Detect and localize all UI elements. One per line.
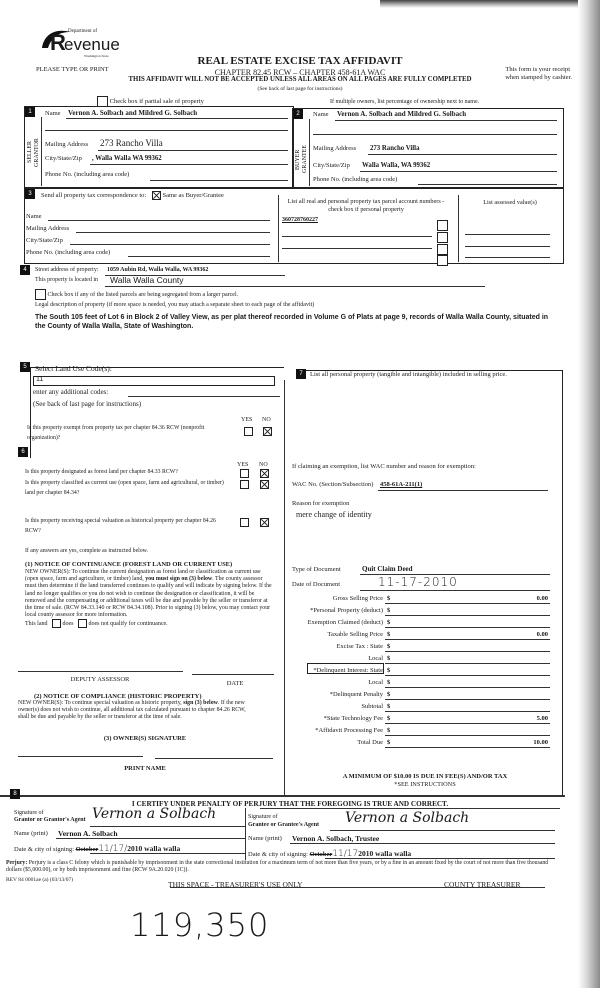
buyer-mailing-line (368, 154, 557, 155)
grantor-date-struck: October (75, 846, 99, 853)
form-number: REV 84 0001ae (a) (03/13/07) (6, 877, 74, 883)
logo-main-text: evenue (64, 35, 120, 54)
please-type-print: PLEASE TYPE OR PRINT (36, 66, 109, 73)
section-1-divider (41, 117, 42, 186)
historical-question: Is this property receiving special valuation as historical property per chapter 84.26 RCW? (25, 518, 216, 534)
buyer-phone-field[interactable] (418, 184, 557, 185)
fee-label: Total Due (357, 739, 383, 746)
acceptance-warning: THIS AFFIDAVIT WILL NOT BE ACCEPTED UNLESS ALL AREAS ON ALL PAGES ARE FULLY COMPLETED (128, 76, 472, 83)
fee-field-line (385, 711, 550, 712)
assessed-divider (458, 195, 459, 262)
grantor-label: GRANTOR (34, 138, 40, 167)
fee-field-line (385, 699, 550, 700)
assessed-value-2[interactable] (465, 246, 550, 247)
notice1-text-a: NEW OWNER(S): To continue the current designation as forest land or classification as current use (open space, farm and agriculture, or timber) land, (25, 569, 261, 583)
q-no-header: NO (259, 462, 268, 468)
logo-initial: R (50, 30, 66, 55)
located-in-line (105, 286, 485, 287)
fee-row (290, 713, 555, 725)
section-1-badge: 1 (25, 107, 35, 117)
additional-codes-label: enter any additional codes: (33, 388, 109, 396)
cert-underline (260, 808, 560, 809)
wac-label: WAC No. (Section/Subsection) (292, 481, 374, 488)
corr-mailing-label: Mailing Address (26, 225, 70, 232)
continuance-qualify-row (25, 619, 168, 628)
does-not-label: does not qualify for continuance. (88, 620, 168, 627)
section-4-badge: 4 (20, 265, 30, 275)
fee-row (290, 605, 555, 617)
legal-description-value[interactable]: The South 105 feet of Lot 6 in Block 2 of Valley View, as per plat thereof recorded in Volume G of Plats at page 9, records of Walla Walla County, situated in the County of Walla Walla, State of Washington. (35, 314, 549, 330)
corr-city-label: City/State/Zip (26, 237, 63, 244)
seller-mailing-label: Mailing Address (45, 141, 89, 148)
logo-top-text: Department of (68, 29, 98, 34)
document-date-label: Date of Document (292, 581, 341, 588)
parcel-divider (278, 195, 279, 262)
fee-value[interactable]: 5.00 (536, 715, 548, 722)
land-use-label: Select Land Use Code(s): (35, 364, 112, 373)
segregated-checkbox[interactable] (35, 289, 46, 300)
see-back-note: (See back of last page for instructions) (257, 86, 343, 92)
owner-signature-title: (3) OWNER(S) SIGNATURE (103, 735, 187, 742)
section-2-divider (309, 119, 310, 186)
does-label: does (62, 620, 74, 627)
county-treasurer-label: COUNTY TREASURER (444, 880, 521, 889)
fee-currency: $ (387, 715, 391, 722)
grantor-name-value[interactable]: Vernon A. Solbach (58, 829, 118, 838)
exempt-no-header: NO (262, 417, 271, 423)
fee-currency: $ (387, 679, 391, 686)
exempt-yes-header: YES (241, 417, 253, 423)
fee-field-line (385, 651, 550, 652)
send-correspondence-row (41, 191, 224, 200)
personal-property-checkbox-1[interactable] (437, 220, 448, 231)
located-in-value[interactable]: Walla Walla County (110, 275, 184, 285)
treasurer-use-label: THIS SPACE - TREASURER'S USE ONLY (168, 880, 303, 889)
fee-value[interactable]: 10.00 (533, 739, 548, 746)
fee-label: Local (368, 655, 383, 662)
section-6-badge: 6 (18, 447, 28, 457)
exempt-yes-checkbox[interactable] (244, 427, 253, 436)
buyer-city-line (360, 171, 557, 172)
street-address-value[interactable]: 1059 Aubin Rd, Walla Walla, WA 99362 (107, 267, 209, 273)
fee-currency: $ (387, 727, 391, 734)
personal-property-checkbox-4[interactable] (437, 255, 448, 266)
seller-mailing-line (98, 150, 288, 151)
receipt-note-2: when stamped by cashier. (505, 74, 572, 81)
corr-phone-label: Phone No. (including area code) (26, 249, 111, 256)
current-use-no-checkbox[interactable] (260, 480, 269, 489)
grantee-date-handwritten: 11/17 (332, 849, 359, 859)
corr-name-label: Name (26, 213, 42, 220)
grantee-signature[interactable]: Vernon a Solbach (345, 810, 470, 826)
exempt-no-checkbox[interactable] (263, 427, 272, 436)
fee-currency: $ (387, 619, 391, 626)
buyer-city-label: City/State/Zip (313, 162, 350, 169)
fee-field-line (385, 639, 550, 640)
seller-mailing-value[interactable]: 273 Rancho Villa (100, 138, 163, 148)
fee-field-line (385, 735, 550, 736)
chapter-reference: CHAPTER 82.45 RCW – CHAPTER 458-61A WAC (214, 68, 386, 77)
fee-row (290, 617, 555, 629)
buyer-name-line-2 (313, 134, 557, 135)
perjury-certification: I CERTIFY UNDER PENALTY OF PERJURY THAT THE FOREGOING IS TRUE AND CORRECT. (131, 800, 449, 808)
notice2-text-a: NEW OWNER(S): To continue special valuation as historic property, (18, 700, 184, 706)
dor-logo (38, 26, 128, 62)
grantee-date-label: Date & city of signing: (248, 851, 308, 858)
perjury-notice (6, 860, 561, 874)
grantee-date-line (325, 858, 555, 859)
partial-sale-label: Check box if partial sale of property (109, 97, 204, 105)
seller-name-label: Name (45, 110, 61, 117)
buyer-name-line (335, 120, 557, 121)
fee-row (290, 737, 555, 749)
fee-currency: $ (387, 703, 391, 710)
exempt-question: Is this property exempt from property tax per chapter 84.36 RCW (nonprofit organization)? (27, 425, 205, 441)
seller-grantor-label (27, 130, 41, 175)
assessed-value-3[interactable] (465, 257, 550, 258)
located-in-label: This property is located in (35, 277, 98, 283)
fee-label: *Personal Property (deduct) (310, 607, 383, 614)
street-address-label: Street address of property: (35, 267, 99, 273)
section-8-badge: 8 (10, 789, 20, 799)
fee-field-line (385, 687, 550, 688)
fee-field-line (385, 615, 550, 616)
fee-field-line (385, 663, 550, 664)
does-not-qualify-checkbox[interactable] (78, 619, 87, 628)
fee-label: Excise Tax : State (336, 643, 383, 650)
grantor-signature[interactable]: Vernon a Solbach (92, 806, 217, 822)
fee-row (290, 689, 555, 701)
historical-yes-checkbox[interactable] (240, 518, 249, 527)
does-qualify-checkbox[interactable] (52, 619, 61, 628)
corr-name-field[interactable] (48, 220, 270, 221)
corr-phone-field[interactable] (128, 256, 270, 257)
personal-property-checkbox-3[interactable] (437, 244, 448, 255)
grantor-date-line (90, 853, 245, 854)
fee-label: Gross Selling Price (332, 595, 383, 602)
grantor-name-label: Name (print) (14, 830, 48, 837)
fee-field-line (385, 603, 550, 604)
seller-city-label: City/State/Zip (45, 155, 82, 162)
assessor-date-line[interactable] (192, 674, 274, 675)
fee-field-line (385, 723, 550, 724)
corr-mailing-field[interactable] (76, 232, 270, 233)
seller-name-line (66, 118, 288, 119)
fee-label: *State Technology Fee (323, 715, 383, 722)
deputy-assessor-label: DEPUTY ASSESSOR (70, 676, 130, 683)
exemption-instruction: If claiming an exemption, list WAC number and reason for exemption: (292, 463, 476, 470)
scan-shadow-right (578, 0, 600, 988)
fee-currency: $ (387, 739, 391, 746)
seller-name-line-2 (45, 130, 288, 131)
fee-value[interactable]: 0.00 (536, 631, 548, 638)
section-8-top-rule (0, 795, 565, 797)
land-use-see-back: (See back of last page for instructions) (33, 400, 142, 408)
forest-no-checkbox[interactable] (260, 469, 269, 478)
notice-continuance-text (25, 569, 275, 619)
parcel-number-1[interactable]: 360728760227 (282, 217, 318, 223)
multiple-owners-note: If multiple owners, list percentage of ownership next to name. (330, 99, 480, 105)
fee-label: *Affidavit Processing Fee (315, 727, 383, 734)
document-type-value[interactable]: Quit Claim Deed (362, 565, 413, 573)
seller-phone-field[interactable] (150, 180, 288, 181)
grantee-signature-label-2: Grantee or Grantee's Agent (248, 822, 320, 828)
grantor-name-line (56, 838, 246, 839)
segregated-label: Check box if any of the listed parcels are being segregated from a larger parcel. (47, 291, 239, 298)
buyer-mailing-label: Mailing Address (313, 145, 357, 152)
deputy-assessor-signature-line[interactable] (18, 671, 183, 672)
grantee-name-value[interactable]: Vernon A. Solbach, Trustee (292, 834, 380, 843)
notice-continuance-title: (1) NOTICE OF CONTINUANCE (FOREST LAND OR CURRENT USE) (25, 561, 233, 568)
grantor-date-value: 2010 walla walla (127, 844, 181, 853)
personal-property-label: List all personal property (tangible and intangible) included in selling price. (310, 371, 507, 378)
notice2-text-bold: sign (3) below (183, 700, 218, 706)
corr-city-field[interactable] (70, 244, 270, 245)
fee-label: Local (368, 679, 383, 686)
this-land-label: This land (25, 620, 48, 627)
land-use-code-input[interactable] (33, 376, 275, 386)
buyer-name-label: Name (313, 111, 329, 118)
fee-currency: $ (387, 607, 391, 614)
wac-value[interactable]: 458-61A-211(1) (380, 481, 423, 488)
notice2-text-b: . If the new owner(s) does not wish to continue, all additional tax calculated pursuant to chapter 84.26 RCW, shall be due and payable by the seller or transferor at the time of sale. (18, 700, 246, 721)
exemption-reason-value[interactable]: mere change of identity (296, 510, 372, 519)
owner-signature-line-1[interactable] (18, 756, 143, 757)
handwritten-number: 119,350 (130, 906, 270, 944)
seller-city-line (90, 164, 288, 165)
legal-description-label: Legal description of property (if more space is needed, you may attach a separate sheet to each page of the affidavit) (35, 302, 315, 308)
grantee-name-line (290, 843, 555, 844)
fee-label: Exemption Claimed (deduct) (307, 619, 383, 626)
receipt-note-1: This form is your receipt (505, 66, 570, 73)
grantor-date-label: Date & city of signing: (14, 846, 74, 853)
same-as-buyer-label: Same as Buyer/Grantee (162, 191, 224, 199)
fee-row (290, 629, 555, 641)
assessor-date-label: DATE (226, 680, 244, 687)
land-use-code-value: 11 (36, 376, 44, 383)
fee-currency: $ (387, 631, 391, 638)
document-date-value[interactable]: 11-17-2010 (378, 575, 458, 589)
form-title: REAL ESTATE EXCISE TAX AFFIDAVIT (197, 55, 403, 67)
additional-codes-field[interactable] (128, 396, 280, 397)
buyer-name-value[interactable]: Vernon A. Solbach and Mildred G. Solbach (337, 110, 467, 118)
buyer-grantee-label (295, 137, 309, 182)
fee-row (290, 677, 555, 689)
logo-sub-text: Washington State (84, 54, 109, 58)
buyer-mailing-value[interactable]: 273 Rancho Villa (370, 145, 420, 152)
seller-city-value[interactable]: , Walla Walla WA 99362 (92, 155, 162, 162)
fee-currency: $ (387, 595, 391, 602)
if-yes-instruction: If any answers are yes, complete as instructed below. (25, 548, 148, 554)
assessed-value-1[interactable] (465, 234, 550, 235)
fee-field-line (385, 675, 550, 676)
notice1-text-b: . The county assessor must then determine if the land transferred continues to qualify and will indicate by signing below. If the land no longer qualifies or you do not wish to continue the designation or classification, it will be removed and the compensating or additional taxes will be due and payable by the seller or transferor at the time of sale. (RCW 84.33.140 or RCW 84.34.108). Prior to signing (3) below, you may contact your local county assessor for more information. (25, 576, 272, 619)
send-correspondence-label: Send all property tax correspondence to: (41, 191, 147, 199)
document-type-label: Type of Document (292, 566, 341, 573)
fee-row (290, 701, 555, 713)
fee-currency: $ (387, 643, 391, 650)
buyer-label: BUYER (295, 149, 301, 170)
fee-label: *Delinquent Interest: State (313, 667, 383, 674)
print-name-label: PRINT NAME (124, 765, 166, 772)
fee-value[interactable]: 0.00 (536, 595, 548, 602)
section-3-badge: 3 (25, 189, 35, 199)
personal-property-checkbox-2[interactable] (437, 232, 448, 243)
fee-field-line (385, 747, 550, 748)
forest-land-question: Is this property designated as forest land per chapter 84.33 RCW? (25, 469, 178, 475)
current-use-question: Is this property classified as current use (open space, farm and agricultural, or timber) land per chapter 84.34? (25, 480, 224, 496)
grantor-date-handwritten: 11/17/ (98, 844, 128, 854)
parcel-header: List all real and personal property tax parcel account numbers - check box if personal property (287, 198, 445, 213)
grantee-label: GRANTEE (302, 145, 308, 174)
seller-phone-label: Phone No. (including area code) (45, 171, 130, 178)
grantee-signature-line (330, 830, 555, 831)
grantor-signature-line (90, 826, 245, 827)
parcel-number-2[interactable] (282, 236, 432, 237)
fee-label: Taxable Selling Price (327, 631, 383, 638)
seller-label: SELLER (27, 141, 33, 164)
grantee-date-struck: October (309, 851, 333, 858)
q-yes-header: YES (237, 462, 249, 468)
fee-currency: $ (387, 667, 391, 674)
assessed-header: List assessed value(s) (483, 199, 537, 206)
fee-row (290, 641, 555, 653)
scan-shadow-top (380, 0, 600, 8)
grantor-signature-label-2: Grantor or Grantor's Agent (14, 817, 86, 823)
exemption-reason-label: Reason for exemption (292, 500, 350, 507)
signature-divider (245, 808, 246, 860)
grantee-date-value: 2010 walla walla (358, 849, 412, 858)
section-7-badge: 7 (296, 369, 306, 379)
document-date-line (360, 590, 550, 591)
grantee-signature-label-1: Signature of (248, 814, 278, 820)
notice-compliance-text (18, 700, 248, 722)
fee-label: *Delinquent Penalty (329, 691, 383, 698)
seller-name-value[interactable]: Vernon A. Solbach and Mildred G. Solbach (68, 109, 198, 117)
buyer-city-value[interactable]: Walla Walla, WA 99362 (362, 162, 431, 169)
notice-compliance-title: (2) NOTICE OF COMPLIANCE (HISTORIC PROPERTY) (34, 693, 202, 700)
fee-row (290, 593, 555, 605)
grantor-signature-label-1: Signature of (14, 810, 44, 816)
see-instructions-note: *SEE INSTRUCTIONS (394, 781, 456, 788)
section-2-badge: 2 (293, 109, 303, 119)
middle-divider (284, 380, 285, 795)
fee-field-line (385, 627, 550, 628)
fee-currency: $ (387, 691, 391, 698)
minimum-due-note: A MINIMUM OF $10.00 IS DUE IN FEE(S) AND/OR TAX (342, 773, 508, 780)
same-as-buyer-checkbox[interactable] (152, 191, 161, 200)
grantee-name-label: Name (print) (248, 835, 282, 842)
local-rate-box[interactable] (307, 663, 384, 674)
fee-label: Subtotal (361, 703, 383, 710)
current-use-yes-checkbox[interactable] (240, 480, 249, 489)
wac-line (378, 490, 548, 491)
parcel-number-3[interactable] (282, 248, 432, 249)
owner-signature-line-2[interactable] (155, 758, 273, 759)
historical-no-checkbox[interactable] (260, 518, 269, 527)
fee-currency: $ (387, 655, 391, 662)
perjury-bold: Perjury: (6, 860, 28, 866)
segregated-row[interactable] (35, 289, 238, 300)
forest-yes-checkbox[interactable] (240, 469, 249, 478)
fee-row (290, 725, 555, 737)
notice1-text-bold: you must sign on (3) below (145, 576, 213, 583)
perjury-text: Perjury is a class C felony which is punishable by imprisonment in the state correctional institution for a maximum term of not more than five years, or by a fine in an amount fixed by the court of not more than five thousand dollars ($5,000.00), or by both imprisonment and fine (RCW 9A.20.020 (1C)). (6, 860, 549, 873)
buyer-phone-label: Phone No. (including area code) (313, 176, 398, 183)
section-5-badge: 5 (20, 362, 30, 372)
